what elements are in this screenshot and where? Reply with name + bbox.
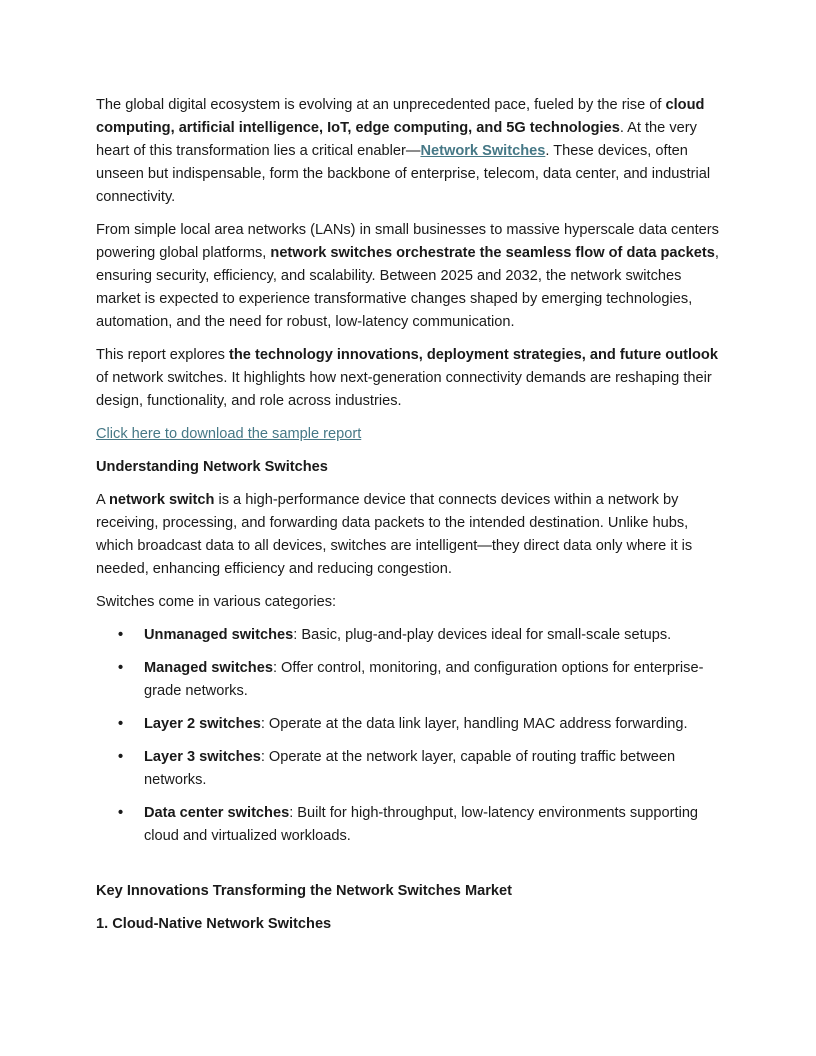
section-spacer [96,858,720,880]
category-term: Layer 2 switches [144,716,261,732]
text: A [96,492,109,508]
text: of network switches. It highlights how next-generation connectivity demands are reshaping their design, functionality, and role across industries. [96,370,712,409]
category-desc: : Operate at the network layer, capable of routing traffic between networks. [144,749,676,788]
text: . These devices, often unseen but indispensable, form the backbone of enterprise, telecom, data center, and industrial connectivity. [96,143,711,205]
category-term: Managed switches [144,660,273,676]
download-sample-report-link[interactable]: Click here to download the sample report [96,426,362,442]
bullet: • [118,716,124,732]
text: This report explores [96,347,230,363]
understanding-paragraph-1 [96,489,720,581]
understanding-heading: Understanding Network Switches [96,459,328,475]
list-item [96,746,720,792]
category-desc: : Offer control, monitoring, and configuration options for enterprise-grade networks. [144,660,704,699]
text: The global digital ecosystem is evolving at an unprecedented pace, fueled by the rise of [96,97,666,113]
bullet: • [118,805,124,821]
category-term: Data center switches [144,805,290,821]
category-term: Layer 3 switches [144,749,261,765]
bullet: • [118,660,124,676]
category-desc: : Built for high-throughput, low-latency environments supporting cloud and virtualized workloads. [144,805,699,844]
category-desc: : Operate at the data link layer, handling MAC address forwarding. [260,716,688,732]
list-item [96,657,720,703]
text: is a high-performance device that connects devices within a network by receiving, processing, and forwarding data packets to the intended destination. Unlike hubs, which broadcast data to all devices, switches are intelligent—they direct data only where it is needed, enhancing efficiency and reducing congestion. [96,492,693,577]
switch-categories-list [96,624,720,848]
document-page [96,94,720,946]
bold-text: the technology innovations, deployment strategies, and future outlook [229,347,718,363]
category-desc: : Basic, plug-and-play devices ideal for small-scale setups. [293,627,672,643]
download-paragraph [96,423,720,446]
bullet: • [118,749,124,765]
text: . At the very heart of this transformation lies a critical enabler— [96,120,697,159]
list-item [96,713,720,736]
list-item [96,802,720,848]
innovations-heading: Key Innovations Transforming the Network Switches Market [96,883,513,899]
category-term: Unmanaged switches [144,627,294,643]
bold-text: cloud computing, artificial intelligence, IoT, edge computing, and 5G technologies [96,97,705,136]
list-item [96,624,720,647]
cloud-native-subheading: 1. Cloud-Native Network Switches [96,916,332,932]
text: , ensuring security, efficiency, and scalability. Between 2025 and 2032, the network switches market is expected to experience transformative changes shaped by emerging technologies, automation, and the need for robust, low-latency communication. [96,245,719,330]
intro-paragraph-2 [96,219,720,334]
intro-paragraph-3 [96,344,720,413]
intro-paragraph-1 [96,94,720,209]
network-switches-link[interactable]: Network Switches [420,143,546,159]
understanding-paragraph-2: Switches come in various categories: [96,594,337,610]
bold-text: network switch [108,492,215,508]
bullet: • [118,627,124,643]
text: From simple local area networks (LANs) in small businesses to massive hyperscale data centers powering global platforms, [96,222,719,261]
bold-text: network switches orchestrate the seamless flow of data packets [270,245,715,261]
